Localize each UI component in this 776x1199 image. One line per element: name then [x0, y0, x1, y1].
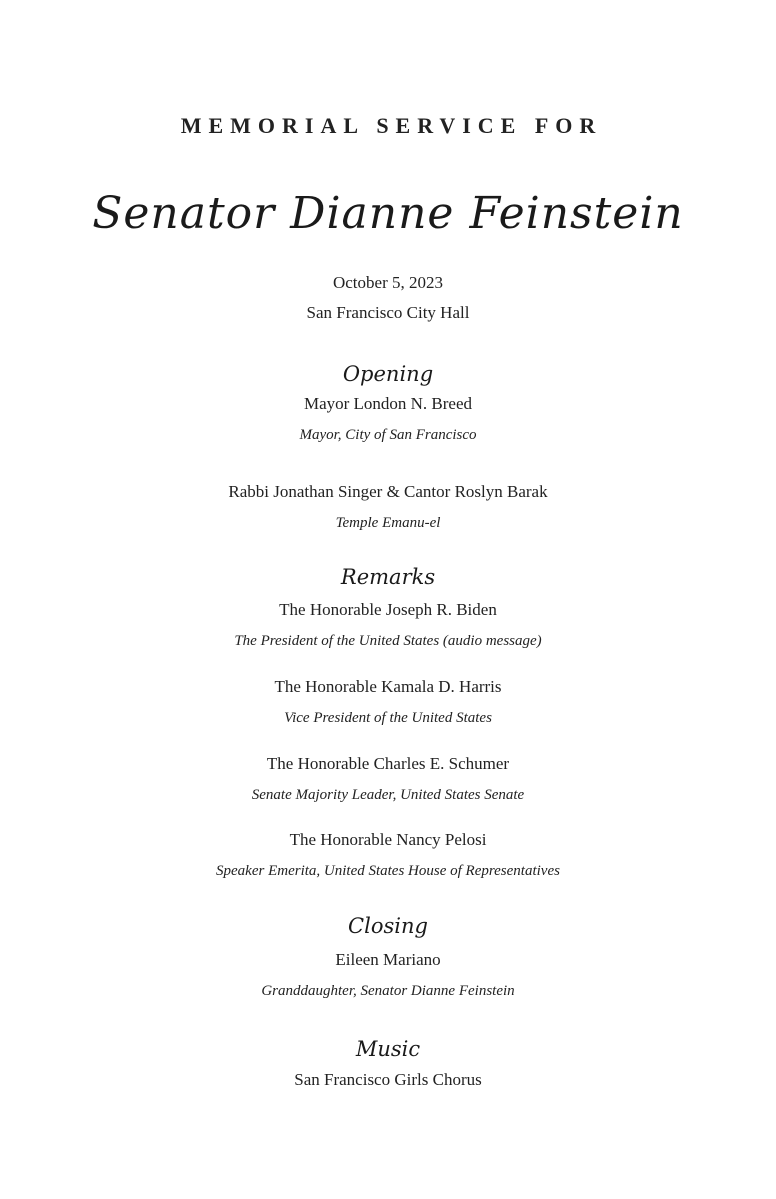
opening-speaker-2-title: Temple Emanu-el	[335, 515, 441, 531]
remarks-speaker-2-name: The Honorable Kamala D. Harris	[274, 677, 502, 696]
remarks-speaker-2-title: Vice President of the United States	[284, 710, 492, 726]
closing-speaker-1-title: Granddaughter, Senator Dianne Feinstein	[261, 983, 515, 999]
memorial-heading: MEMORIAL SERVICE FOR	[180, 113, 603, 138]
music-performer: San Francisco Girls Chorus	[294, 1070, 482, 1089]
opening-speaker-2-name: Rabbi Jonathan Singer & Cantor Roslyn Barak	[228, 482, 548, 501]
remarks-speaker-3-name: The Honorable Charles E. Schumer	[266, 754, 510, 773]
remarks-speaker-4-name: The Honorable Nancy Pelosi	[289, 830, 487, 849]
remarks-speaker-1-title: The President of the United States (audio message)	[234, 633, 542, 649]
remarks-speaker-1-name: The Honorable Joseph R. Biden	[279, 600, 497, 619]
opening-speaker-1-name: Mayor London N. Breed	[303, 394, 473, 413]
section-remarks-label: Remarks	[340, 565, 436, 589]
remarks-speaker-4-title: Speaker Emerita, United States House of Representatives	[216, 863, 560, 879]
honoree-name: Senator Dianne Feinstein	[92, 188, 684, 239]
section-music-label: Music	[355, 1037, 421, 1061]
remarks-speaker-3-title: Senate Majority Leader, United States Senate	[251, 787, 525, 803]
service-venue: San Francisco City Hall	[306, 303, 470, 322]
section-opening-label: Opening	[342, 362, 434, 386]
closing-speaker-1-name: Eileen Mariano	[335, 950, 441, 969]
opening-speaker-1-title: Mayor, City of San Francisco	[299, 427, 477, 443]
section-closing-label: Closing	[348, 914, 428, 938]
service-date: October 5, 2023	[332, 273, 443, 292]
